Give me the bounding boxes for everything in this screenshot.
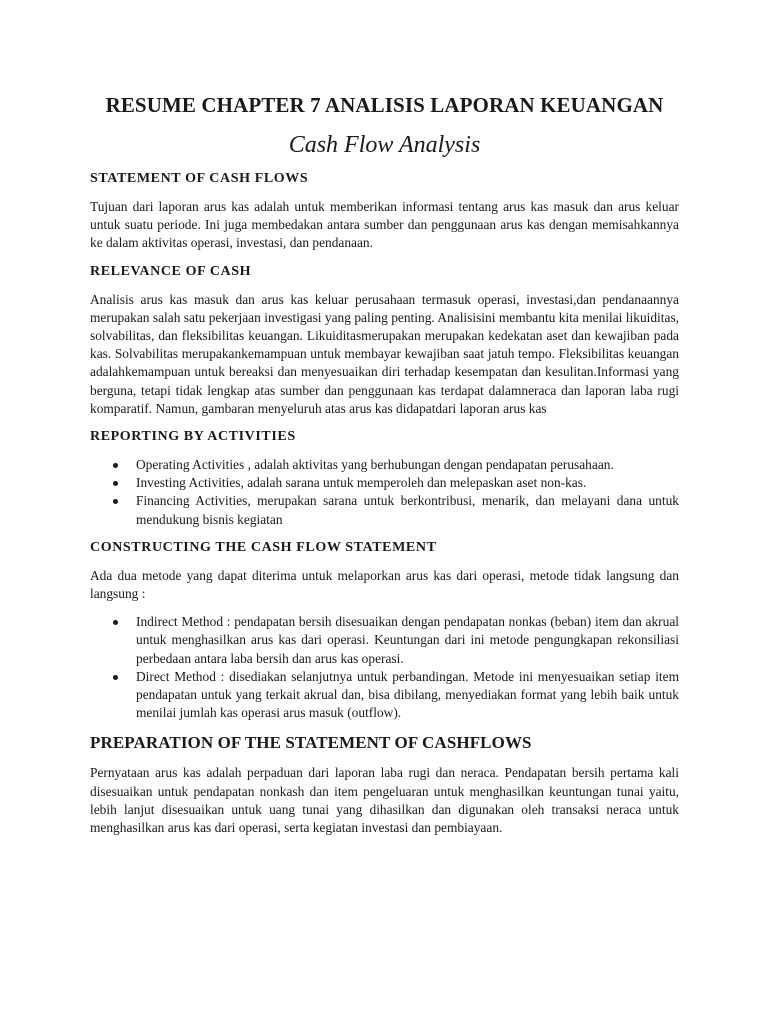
section-paragraph: Analisis arus kas masuk dan arus kas keluar perusahaan termasuk operasi, investasi,dan pendanaannya merupakan salah satu pekerjaan investigasi yang paling penting. Analisisini membantu kita menilai likuiditas, solvabilitas, dan fleksibilitas keuangan. Likuiditasmerupakan merupakan kedekatan aset dan kewajiban pada kas. Solvabilitas merupakankemampuan untuk membayar kewajiban saat jatuh tempo. Fleksibilitas keuangan adalahkemampuan untuk bereaksi dan menyesuaikan diri terhadap kesempatan dan kesulitan.Informasi yang berguna, tetapi tidak lengkap atas sumber dan penggunaan kas terdapat dalamneraca dan laporan laba rugi komparatif. Namun, gambaran menyeluruh atas arus kas didapatdari laporan arus kas — [90, 291, 679, 416]
section-paragraph: Tujuan dari laporan arus kas adalah untuk memberikan informasi tentang arus kas masuk dan arus keluar untuk suatu periode. Ini juga membedakan antara sumber dan penggunaan arus kas dengan memisahkannya ke dalam aktivitas operasi, investasi, dan pendanaan. — [90, 199, 679, 251]
bullet-list — [90, 613, 679, 722]
bullet-icon — [113, 499, 118, 504]
list-item-text: Investing Activities, adalah sarana untuk memperoleh dan melepaskan aset non-kas. — [136, 475, 587, 491]
section-statement-of-cash-flows — [90, 170, 679, 253]
list-item — [90, 492, 679, 528]
list-item — [90, 474, 679, 492]
section-heading: REPORTING BY ACTIVITIES — [90, 429, 296, 445]
section-reporting-by-activities — [90, 428, 679, 529]
bullet-list — [90, 456, 679, 529]
section-paragraph: Pernyataan arus kas adalah perpaduan dari laporan laba rugi dan neraca. Pendapatan bersih pertama kali disesuaikan untuk pendapatan nonkash dan item pengeluaran untuk menghasilkan keuntungan tunai yaitu, lebih lanjut disesuaikan untuk uang tunai yang dihasilkan dan digunakan oleh transaksi neraca untuk menghasilkan arus kas dari operasi, serta kegiatan investasi dan pembiayaan. — [90, 765, 679, 836]
section-heading: PREPARATION OF THE STATEMENT OF CASHFLOWS — [90, 733, 532, 753]
section-heading: RELEVANCE OF CASH — [90, 263, 252, 279]
list-item — [90, 456, 679, 474]
section-paragraph: Ada dua metode yang dapat diterima untuk melaporkan arus kas dari operasi, metode tidak langsung dan langsung : — [90, 567, 679, 602]
section-preparation-of-statement — [90, 732, 679, 837]
bullet-icon — [113, 463, 118, 468]
list-item — [90, 668, 679, 723]
document-title: RESUME CHAPTER 7 ANALISIS LAPORAN KEUANGAN — [105, 93, 664, 117]
document-subtitle: Cash Flow Analysis — [288, 132, 481, 158]
list-item-text: Indirect Method : pendapatan bersih disesuaikan dengan pendapatan nonkas (beban) item dan akrual untuk menghasilkan arus kas dari operasi. Keuntungan dari ini metode pengungkapan rekonsiliasi perbedaan antara laba bersih dan arus kas operasi. — [136, 614, 679, 666]
list-item — [90, 613, 679, 668]
section-constructing-cash-flow-statement — [90, 539, 679, 723]
section-heading: CONSTRUCTING THE CASH FLOW STATEMENT — [90, 539, 437, 555]
list-item-text: Operating Activities , adalah aktivitas yang berhubungan dengan pendapatan perusahaan. — [136, 457, 614, 473]
bullet-icon — [113, 481, 118, 486]
list-item-text: Financing Activities, merupakan sarana untuk berkontribusi, menarik, dan melayani dana untuk mendukung bisnis kegiatan — [136, 493, 679, 527]
bullet-icon — [113, 675, 118, 680]
bullet-icon — [113, 620, 118, 625]
section-heading: STATEMENT OF CASH FLOWS — [90, 171, 309, 186]
list-item-text: Direct Method : disediakan selanjutnya untuk perbandingan. Metode ini menyesuaikan setiap item pendapatan untuk yang terkait akrual dan, bisa dibilang, menyediakan format yang lebih baik untuk menilai jumlah kas operasi arus masuk (outflow). — [136, 668, 679, 721]
section-relevance-of-cash — [90, 263, 679, 418]
